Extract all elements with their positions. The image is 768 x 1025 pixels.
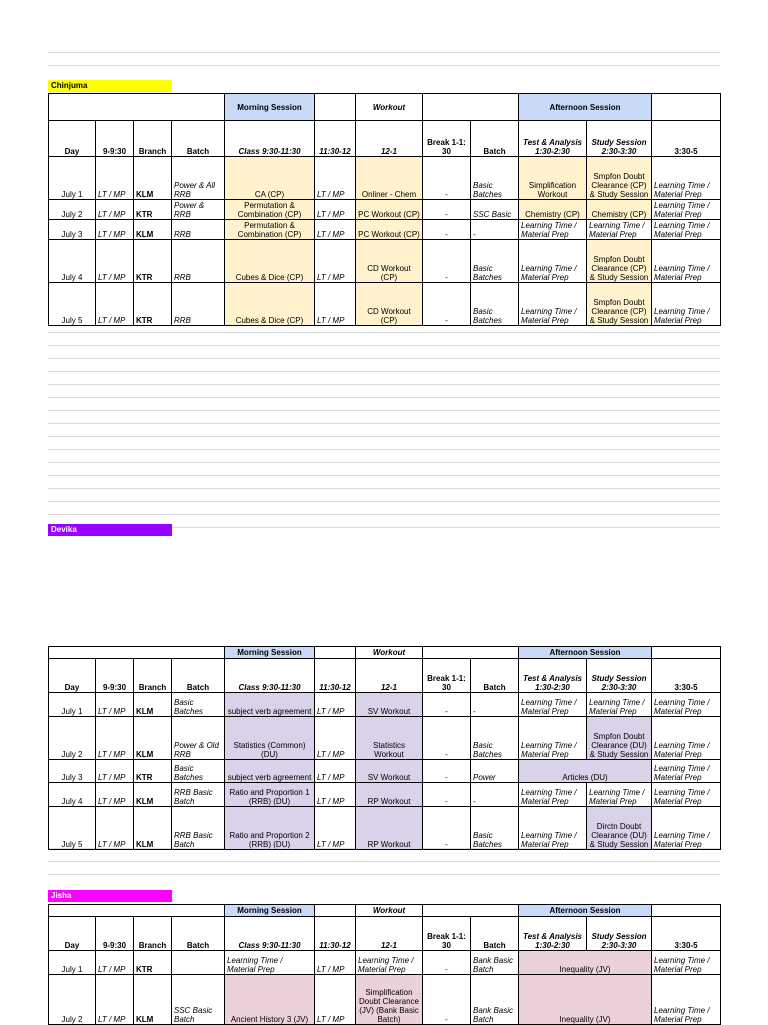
cell-break: - [423, 693, 471, 717]
column-header-batch: Batch [172, 121, 225, 157]
header-morning-session: Morning Session [225, 905, 315, 917]
cell-batch: Power & RRB [172, 200, 225, 220]
column-header-study: Study Session 2:30-3:30 [587, 659, 652, 693]
column-header-branch: Branch [134, 121, 172, 157]
cell-learning-time: Learning Time / Material Prep [652, 283, 721, 326]
cell-workout: PC Workout (CP) [356, 220, 423, 240]
column-header-day: Day [49, 659, 96, 693]
cell-break: - [423, 240, 471, 283]
column-header-t2: 11:30-12 [315, 659, 356, 693]
cell-workout: CD Workout (CP) [356, 283, 423, 326]
cell-batch: Basic Batches [471, 807, 519, 850]
cell-day: July 1 [49, 693, 96, 717]
cell-workout: CD Workout (CP) [356, 240, 423, 283]
cell-break: - [423, 157, 471, 200]
cell-test-analysis: Learning Time / Material Prep [519, 693, 587, 717]
header-blank [423, 905, 519, 917]
column-header-day: Day [49, 917, 96, 951]
table-row [49, 951, 721, 975]
cell-study-session: Learning Time / Material Prep [587, 693, 652, 717]
column-header-branch: Branch [134, 917, 172, 951]
cell-time-slot: LT / MP [96, 157, 134, 200]
cell-class: Learning Time / Material Prep [225, 951, 315, 975]
cell-batch: RRB [172, 220, 225, 240]
column-header-t1: 9-9:30 [96, 659, 134, 693]
cell-batch: RRB [172, 240, 225, 283]
cell-study-session: Smpfon Doubt Clearance (CP) & Study Session [587, 157, 652, 200]
cell-batch: SSC Basic [471, 200, 519, 220]
cell-branch: KLM [134, 975, 172, 1025]
column-header-study: Study Session 2:30-3:30 [587, 917, 652, 951]
table-row [49, 975, 721, 1025]
cell-break: - [423, 760, 471, 783]
cell-time-slot: LT / MP [315, 951, 356, 975]
cell-branch: KLM [134, 783, 172, 807]
cell-batch: Power & Old RRB [172, 717, 225, 760]
cell-time-slot: LT / MP [96, 283, 134, 326]
cell-time-slot: LT / MP [96, 240, 134, 283]
table-row [49, 157, 721, 200]
cell-class: Ancient History 3 (JV) [225, 975, 315, 1025]
column-header-t4: 3:30-5 [652, 917, 721, 951]
cell-batch: RRB Basic Batch [172, 783, 225, 807]
column-header-break: Break 1-1: 30 [423, 917, 471, 951]
cell-afternoon-merged: Inequality (JV) [519, 951, 652, 975]
cell-batch: - [471, 220, 519, 240]
cell-day: July 3 [49, 760, 96, 783]
cell-test-analysis: Learning Time / Material Prep [519, 283, 587, 326]
cell-branch: KTR [134, 760, 172, 783]
column-header-class: Class 9:30-11:30 [225, 659, 315, 693]
cell-batch: RRB [172, 283, 225, 326]
header-row-columns [49, 121, 721, 157]
cell-time-slot: LT / MP [96, 807, 134, 850]
cell-time-slot: LT / MP [315, 783, 356, 807]
header-blank [652, 94, 721, 121]
column-header-t1: 9-9:30 [96, 121, 134, 157]
cell-break: - [423, 283, 471, 326]
column-header-t3: 12-1 [356, 659, 423, 693]
cell-break: - [423, 975, 471, 1025]
cell-test-analysis: Learning Time / Material Prep [519, 220, 587, 240]
cell-learning-time: Learning Time / Material Prep [652, 807, 721, 850]
cell-batch: Basic Batches [471, 240, 519, 283]
column-header-batch2: Batch [471, 121, 519, 157]
cell-time-slot: LT / MP [315, 157, 356, 200]
cell-learning-time: Learning Time / Material Prep [652, 783, 721, 807]
cell-batch: Power [471, 760, 519, 783]
cell-workout: Statistics Workout [356, 717, 423, 760]
cell-batch: Bank Basic Batch [471, 975, 519, 1025]
cell-learning-time: Learning Time / Material Prep [652, 951, 721, 975]
cell-workout: RP Workout [356, 783, 423, 807]
column-header-t2: 11:30-12 [315, 121, 356, 157]
cell-batch: RRB Basic Batch [172, 807, 225, 850]
column-header-branch: Branch [134, 659, 172, 693]
cell-class: Permutation & Combination (CP) [225, 200, 315, 220]
cell-afternoon-merged: Inequality (JV) [519, 975, 652, 1025]
cell-class: Ratio and Proportion 1 (RRB) (DU) [225, 783, 315, 807]
cell-time-slot: LT / MP [315, 693, 356, 717]
table-row [49, 760, 721, 783]
table-row [49, 220, 721, 240]
cell-break: - [423, 783, 471, 807]
cell-study-session: Smpfon Doubt Clearance (CP) & Study Session [587, 240, 652, 283]
cell-study-session: Chemistry (CP) [587, 200, 652, 220]
cell-time-slot: LT / MP [315, 760, 356, 783]
table-row [49, 200, 721, 220]
cell-branch: KTR [134, 951, 172, 975]
header-blank [315, 905, 356, 917]
cell-class: subject verb agreement [225, 760, 315, 783]
cell-time-slot: LT / MP [96, 693, 134, 717]
cell-break: - [423, 220, 471, 240]
header-afternoon-session: Afternoon Session [519, 905, 652, 917]
grid-top [48, 52, 720, 78]
cell-batch: SSC Basic Batch [172, 975, 225, 1025]
cell-day: July 1 [49, 951, 96, 975]
table-row [49, 807, 721, 850]
cell-branch: KTR [134, 200, 172, 220]
column-header-t4: 3:30-5 [652, 659, 721, 693]
header-row-top [49, 905, 721, 917]
column-header-study: Study Session 2:30-3:30 [587, 121, 652, 157]
teacher-name-jisha: Jisha [48, 890, 172, 902]
cell-day: July 1 [49, 157, 96, 200]
cell-break: - [423, 951, 471, 975]
cell-branch: KTR [134, 283, 172, 326]
table-row [49, 693, 721, 717]
cell-time-slot: LT / MP [96, 717, 134, 760]
column-header-test: Test & Analysis 1:30-2:30 [519, 121, 587, 157]
cell-workout: Learning Time / Material Prep [356, 951, 423, 975]
cell-learning-time: Learning Time / Material Prep [652, 157, 721, 200]
cell-day: July 4 [49, 783, 96, 807]
cell-study-session: Smpfon Doubt Clearance (CP) & Study Session [587, 283, 652, 326]
column-header-batch2: Batch [471, 917, 519, 951]
cell-time-slot: LT / MP [96, 760, 134, 783]
header-blank [315, 647, 356, 659]
cell-day: July 4 [49, 240, 96, 283]
cell-time-slot: LT / MP [96, 220, 134, 240]
header-workout: Workout [356, 94, 423, 121]
cell-batch: Basic Batches [172, 760, 225, 783]
column-header-t2: 11:30-12 [315, 917, 356, 951]
table-row [49, 717, 721, 760]
cell-test-analysis: Learning Time / Material Prep [519, 807, 587, 850]
cell-class: subject verb agreement [225, 693, 315, 717]
cell-batch: - [471, 693, 519, 717]
cell-branch: KTR [134, 240, 172, 283]
schedule-table-jisha [48, 904, 720, 1025]
cell-learning-time: Learning Time / Material Prep [652, 240, 721, 283]
column-header-test: Test & Analysis 1:30-2:30 [519, 659, 587, 693]
cell-workout: PC Workout (CP) [356, 200, 423, 220]
cell-break: - [423, 807, 471, 850]
cell-batch: Basic Batches [471, 283, 519, 326]
header-row-top [49, 94, 721, 121]
cell-learning-time: Learning Time / Material Prep [652, 693, 721, 717]
header-blank [49, 647, 225, 659]
column-header-batch: Batch [172, 659, 225, 693]
cell-test-analysis: Chemistry (CP) [519, 200, 587, 220]
cell-time-slot: LT / MP [96, 200, 134, 220]
cell-time-slot: LT / MP [315, 240, 356, 283]
schedule-table-chinjuma [48, 93, 720, 326]
cell-learning-time: Learning Time / Material Prep [652, 760, 721, 783]
column-header-class: Class 9:30-11:30 [225, 917, 315, 951]
column-header-break: Break 1-1: 30 [423, 659, 471, 693]
cell-time-slot: LT / MP [315, 283, 356, 326]
cell-time-slot: LT / MP [315, 220, 356, 240]
cell-batch [172, 951, 225, 975]
cell-workout: Simplification Doubt Clearance (JV) (Bank Basic Batch) [356, 975, 423, 1025]
cell-study-session: Dirctn Doubt Clearance (DU) & Study Session [587, 807, 652, 850]
cell-day: July 3 [49, 220, 96, 240]
cell-class: CA (CP) [225, 157, 315, 200]
table-row [49, 783, 721, 807]
header-afternoon-session: Afternoon Session [519, 647, 652, 659]
cell-time-slot: LT / MP [315, 717, 356, 760]
table-body [49, 157, 721, 326]
column-header-t1: 9-9:30 [96, 917, 134, 951]
cell-workout: SV Workout [356, 693, 423, 717]
column-header-t3: 12-1 [356, 121, 423, 157]
cell-test-analysis: Learning Time / Material Prep [519, 783, 587, 807]
header-workout: Workout [356, 905, 423, 917]
column-header-t3: 12-1 [356, 917, 423, 951]
grid-middle [48, 332, 720, 540]
cell-class: Cubes & Dice (CP) [225, 283, 315, 326]
cell-study-session: Learning Time / Material Prep [587, 220, 652, 240]
header-blank [49, 905, 225, 917]
header-blank [652, 647, 721, 659]
cell-break: - [423, 717, 471, 760]
cell-learning-time: Learning Time / Material Prep [652, 200, 721, 220]
cell-break: - [423, 200, 471, 220]
cell-branch: KLM [134, 693, 172, 717]
cell-batch: - [471, 783, 519, 807]
cell-day: July 5 [49, 283, 96, 326]
cell-afternoon-merged: Articles (DU) [519, 760, 652, 783]
header-blank [315, 94, 356, 121]
cell-time-slot: LT / MP [96, 975, 134, 1025]
cell-branch: KLM [134, 157, 172, 200]
cell-batch: Bank Basic Batch [471, 951, 519, 975]
cell-class: Cubes & Dice (CP) [225, 240, 315, 283]
cell-day: July 5 [49, 807, 96, 850]
cell-workout: RP Workout [356, 807, 423, 850]
cell-time-slot: LT / MP [315, 975, 356, 1025]
column-header-batch2: Batch [471, 659, 519, 693]
cell-time-slot: LT / MP [315, 200, 356, 220]
header-blank [423, 647, 519, 659]
header-morning-session: Morning Session [225, 94, 315, 121]
table-row [49, 240, 721, 283]
cell-batch: Basic Batches [471, 717, 519, 760]
column-header-class: Class 9:30-11:30 [225, 121, 315, 157]
cell-day: July 2 [49, 200, 96, 220]
cell-branch: KLM [134, 717, 172, 760]
column-header-batch: Batch [172, 917, 225, 951]
cell-day: July 2 [49, 975, 96, 1025]
column-header-day: Day [49, 121, 96, 157]
cell-learning-time: Learning Time / Material Prep [652, 717, 721, 760]
cell-batch: Power & All RRB [172, 157, 225, 200]
cell-test-analysis: Learning Time / Material Prep [519, 717, 587, 760]
column-header-test: Test & Analysis 1:30-2:30 [519, 917, 587, 951]
schedule-table-devika [48, 646, 720, 850]
cell-workout: Onliner - Chem [356, 157, 423, 200]
header-morning-session: Morning Session [225, 647, 315, 659]
table-row [49, 283, 721, 326]
header-blank [423, 94, 519, 121]
cell-test-analysis: Learning Time / Material Prep [519, 240, 587, 283]
column-header-t4: 3:30-5 [652, 121, 721, 157]
cell-study-session: Learning Time / Material Prep [587, 783, 652, 807]
header-blank [652, 905, 721, 917]
cell-branch: KLM [134, 220, 172, 240]
cell-class: Ratio and Proportion 2 (RRB) (DU) [225, 807, 315, 850]
header-afternoon-session: Afternoon Session [519, 94, 652, 121]
cell-batch: Basic Batches [172, 693, 225, 717]
teacher-name-devika: Devika [48, 524, 172, 536]
header-row-columns [49, 659, 721, 693]
table-head [49, 94, 721, 157]
cell-class: Statistics (Common) (DU) [225, 717, 315, 760]
cell-branch: KLM [134, 807, 172, 850]
grid-lower [48, 848, 720, 887]
cell-time-slot: LT / MP [315, 807, 356, 850]
column-header-break: Break 1-1: 30 [423, 121, 471, 157]
cell-test-analysis: Simplification Workout [519, 157, 587, 200]
cell-class: Permutation & Combination (CP) [225, 220, 315, 240]
cell-study-session: Smpfon Doubt Clearance (DU) & Study Session [587, 717, 652, 760]
cell-workout: SV Workout [356, 760, 423, 783]
cell-time-slot: LT / MP [96, 783, 134, 807]
cell-day: July 2 [49, 717, 96, 760]
header-workout: Workout [356, 647, 423, 659]
header-row-columns [49, 917, 721, 951]
cell-learning-time: Learning Time / Material Prep [652, 220, 721, 240]
cell-learning-time: Learning Time / Material Prep [652, 975, 721, 1025]
cell-batch: Basic Batches [471, 157, 519, 200]
cell-time-slot: LT / MP [96, 951, 134, 975]
header-row-top [49, 647, 721, 659]
header-blank [49, 94, 225, 121]
teacher-name-chinjuma: Chinjuma [48, 80, 172, 92]
